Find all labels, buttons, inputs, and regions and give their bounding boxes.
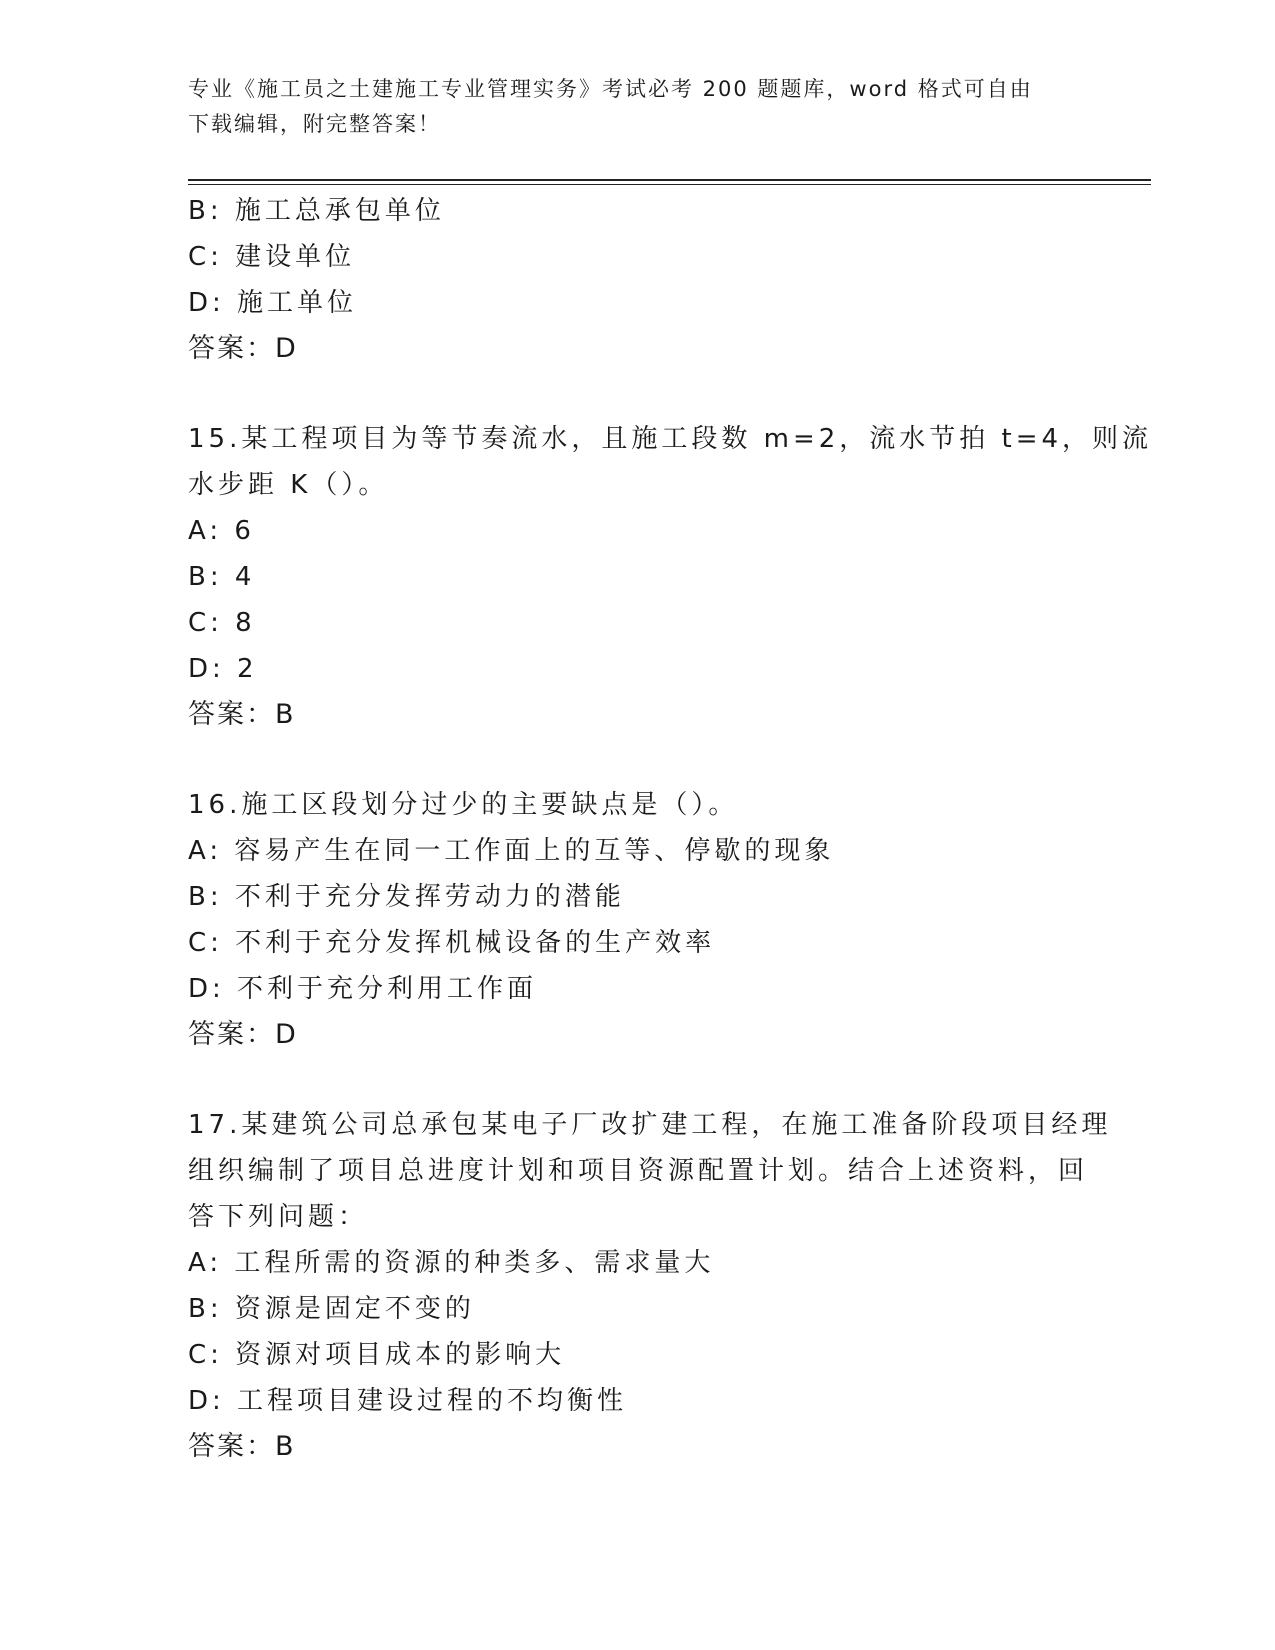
header-rule-thick	[188, 179, 1151, 181]
question-text-line: 答下列问题：	[188, 1202, 369, 1232]
option-c: C: 建设单位	[188, 242, 356, 272]
question-text	[188, 416, 1153, 508]
option-c: C: 不利于充分发挥机械设备的生产效率	[188, 928, 716, 958]
option-a: A: 6	[188, 516, 255, 546]
option-d: D: 工程项目建设过程的不均衡性	[188, 1386, 628, 1416]
question-text	[188, 1102, 1112, 1240]
header-line-2: 下载编辑，附完整答案！	[188, 112, 441, 136]
document-header	[188, 72, 1088, 142]
question-15	[188, 416, 1153, 738]
answer-line: 答案：D	[188, 333, 298, 364]
question-text-line: 水步距 K（）。	[188, 470, 389, 500]
option-c: C: 资源对项目成本的影响大	[188, 1340, 566, 1370]
option-d: D: 不利于充分利用工作面	[188, 974, 538, 1004]
question-text-line: 15.某工程项目为等节奏流水，且施工段数 m=2，流水节拍 t=4，则流	[188, 424, 1153, 454]
option-d: D: 2	[188, 654, 258, 684]
answer-line: 答案：D	[188, 1019, 298, 1050]
header-line-1: 专业《施工员之土建施工专业管理实务》考试必考 200 题题库，word 格式可自由	[188, 77, 1033, 101]
option-a: A: 工程所需的资源的种类多、需求量大	[188, 1248, 715, 1278]
header-rule-thin	[188, 184, 1151, 185]
document-body	[188, 188, 1153, 1470]
question-text-line: 组织编制了项目总进度计划和项目资源配置计划。结合上述资料，回	[188, 1156, 1089, 1186]
answer-line: 答案：B	[188, 699, 296, 730]
option-b: B: 不利于充分发挥劳动力的潜能	[188, 882, 625, 912]
option-b: B: 施工总承包单位	[188, 196, 445, 226]
option-b: B: 4	[188, 562, 256, 592]
question-16	[188, 782, 1088, 1058]
question-text-line: 17.某建筑公司总承包某电子厂改扩建工程，在施工准备阶段项目经理	[188, 1110, 1112, 1140]
question-text-line: 16.施工区段划分过少的主要缺点是（）。	[188, 790, 739, 820]
option-b: B: 资源是固定不变的	[188, 1294, 475, 1324]
answer-line: 答案：B	[188, 1431, 296, 1462]
option-d: D: 施工单位	[188, 288, 358, 318]
option-a: A: 容易产生在同一工作面上的互等、停歇的现象	[188, 836, 835, 866]
question-17	[188, 1102, 1112, 1470]
question-text	[188, 782, 1088, 828]
previous-question-tail	[188, 188, 1088, 372]
option-c: C: 8	[188, 608, 256, 638]
